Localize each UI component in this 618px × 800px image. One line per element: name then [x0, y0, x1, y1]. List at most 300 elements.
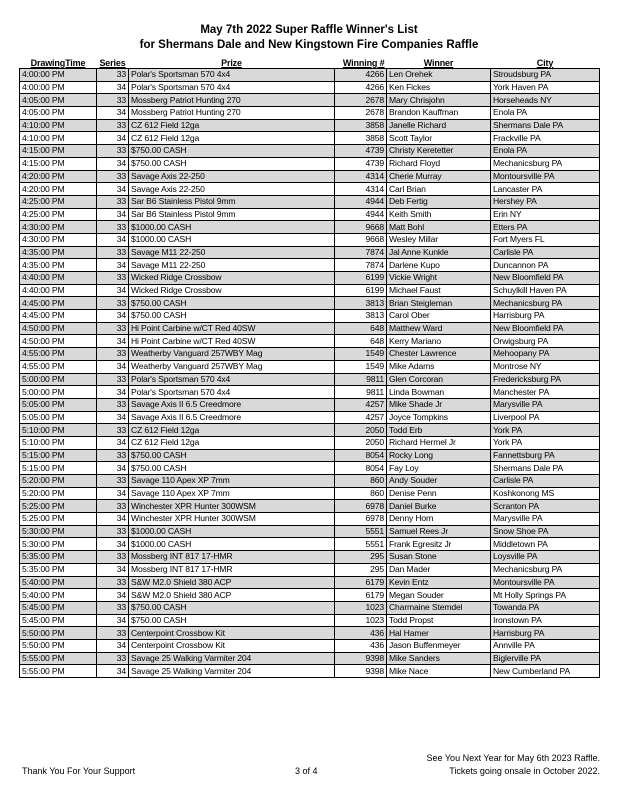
cell-winner: Carol Ober: [387, 310, 491, 323]
cell-series: 34: [97, 183, 129, 196]
cell-series: 33: [97, 322, 129, 335]
cell-city: Fannettsburg PA: [491, 449, 600, 462]
table-row: [20, 322, 600, 335]
cell-winning-number: 9668: [335, 233, 387, 246]
cell-series: 33: [97, 69, 129, 82]
cell-winner: Daniel Burke: [387, 500, 491, 513]
cell-prize: Wicked Ridge Crossbow: [129, 272, 335, 285]
cell-winner: Brian Steigleman: [387, 297, 491, 310]
cell-winning-number: 860: [335, 475, 387, 488]
cell-winning-number: 4944: [335, 195, 387, 208]
cell-winner: Mary Chrisjohn: [387, 94, 491, 107]
table-row: [20, 411, 600, 424]
cell-drawing-time: 4:50:00 PM: [20, 335, 97, 348]
cell-city: Marysville PA: [491, 513, 600, 526]
cell-series: 34: [97, 436, 129, 449]
cell-prize: CZ 612 Field 12ga: [129, 436, 335, 449]
cell-drawing-time: 5:00:00 PM: [20, 386, 97, 399]
cell-series: 33: [97, 297, 129, 310]
cell-city: Biglerville PA: [491, 652, 600, 665]
cell-winning-number: 648: [335, 335, 387, 348]
cell-city: New Cumberland PA: [491, 665, 600, 678]
column-header-winning-number: Winning #: [335, 57, 387, 69]
cell-prize: $750.00 CASH: [129, 462, 335, 475]
cell-winning-number: 9398: [335, 652, 387, 665]
cell-drawing-time: 4:55:00 PM: [20, 348, 97, 361]
cell-winner: Hal Hamer: [387, 627, 491, 640]
table-row: [20, 652, 600, 665]
cell-series: 33: [97, 449, 129, 462]
cell-series: 34: [97, 589, 129, 602]
cell-winner: Mike Adams: [387, 360, 491, 373]
cell-winning-number: 7874: [335, 246, 387, 259]
cell-prize: Savage M11 22-250: [129, 246, 335, 259]
cell-winner: Wesley Millar: [387, 233, 491, 246]
cell-series: 33: [97, 652, 129, 665]
cell-drawing-time: 5:15:00 PM: [20, 462, 97, 475]
cell-series: 33: [97, 373, 129, 386]
cell-winner: Carl Brian: [387, 183, 491, 196]
cell-series: 34: [97, 259, 129, 272]
cell-winning-number: 6199: [335, 284, 387, 297]
table-row: [20, 601, 600, 614]
cell-drawing-time: 4:40:00 PM: [20, 284, 97, 297]
cell-drawing-time: 5:30:00 PM: [20, 525, 97, 538]
cell-city: Scranton PA: [491, 500, 600, 513]
cell-series: 34: [97, 386, 129, 399]
table-row: [20, 424, 600, 437]
cell-winner: Michael Faust: [387, 284, 491, 297]
cell-city: Horseheads NY: [491, 94, 600, 107]
cell-winner: Jal Anne Kunkle: [387, 246, 491, 259]
cell-winning-number: 3813: [335, 297, 387, 310]
cell-series: 33: [97, 119, 129, 132]
cell-city: Orwigsburg PA: [491, 335, 600, 348]
cell-winner: Keith Smith: [387, 208, 491, 221]
table-row: [20, 259, 600, 272]
cell-winning-number: 2050: [335, 436, 387, 449]
cell-city: Montrose NY: [491, 360, 600, 373]
cell-winner: Joyce Tompkins: [387, 411, 491, 424]
cell-winner: Vickie Wright: [387, 272, 491, 285]
cell-prize: $750.00 CASH: [129, 310, 335, 323]
column-header-prize: Prize: [129, 57, 335, 69]
cell-city: Montoursville PA: [491, 576, 600, 589]
table-row: [20, 297, 600, 310]
cell-winner: Fay Loy: [387, 462, 491, 475]
cell-series: 34: [97, 614, 129, 627]
cell-city: Harrisburg PA: [491, 627, 600, 640]
cell-series: 33: [97, 601, 129, 614]
cell-drawing-time: 5:10:00 PM: [20, 424, 97, 437]
cell-prize: S&W M2.0 Shield 380 ACP: [129, 589, 335, 602]
cell-prize: Mossberg Patriot Hunting 270: [129, 107, 335, 120]
cell-drawing-time: 4:25:00 PM: [20, 195, 97, 208]
table-header-row: [20, 57, 600, 69]
cell-series: 33: [97, 145, 129, 158]
cell-prize: Hi Point Carbine w/CT Red 40SW: [129, 335, 335, 348]
cell-prize: $1000.00 CASH: [129, 221, 335, 234]
table-row: [20, 335, 600, 348]
cell-prize: Hi Point Carbine w/CT Red 40SW: [129, 322, 335, 335]
cell-winner: Matt Bohl: [387, 221, 491, 234]
cell-drawing-time: 5:45:00 PM: [20, 614, 97, 627]
cell-drawing-time: 5:15:00 PM: [20, 449, 97, 462]
cell-drawing-time: 4:15:00 PM: [20, 157, 97, 170]
cell-prize: CZ 612 Field 12ga: [129, 132, 335, 145]
cell-city: Marysville PA: [491, 398, 600, 411]
cell-series: 33: [97, 576, 129, 589]
cell-series: 33: [97, 170, 129, 183]
cell-winner: Andy Souder: [387, 475, 491, 488]
cell-winning-number: 3813: [335, 310, 387, 323]
cell-winner: Ken Fickes: [387, 81, 491, 94]
table-row: [20, 436, 600, 449]
cell-winner: Len Orehek: [387, 69, 491, 82]
cell-winning-number: 4739: [335, 145, 387, 158]
cell-prize: Savage Axis 22-250: [129, 183, 335, 196]
cell-city: Mechanicsburg PA: [491, 563, 600, 576]
cell-city: York Haven PA: [491, 81, 600, 94]
cell-series: 34: [97, 81, 129, 94]
cell-winning-number: 8054: [335, 449, 387, 462]
cell-series: 33: [97, 94, 129, 107]
cell-prize: Polar's Sportsman 570 4x4: [129, 373, 335, 386]
cell-winner: Kevin Entz: [387, 576, 491, 589]
cell-winner: Darlene Kupo: [387, 259, 491, 272]
cell-drawing-time: 5:20:00 PM: [20, 487, 97, 500]
cell-winning-number: 5551: [335, 525, 387, 538]
cell-winning-number: 295: [335, 551, 387, 564]
cell-winning-number: 6179: [335, 589, 387, 602]
cell-city: York PA: [491, 424, 600, 437]
cell-drawing-time: 5:50:00 PM: [20, 639, 97, 652]
cell-winner: Samuel Rees Jr: [387, 525, 491, 538]
table-row: [20, 284, 600, 297]
cell-city: Towanda PA: [491, 601, 600, 614]
table-row: [20, 360, 600, 373]
cell-city: Mechanicsburg PA: [491, 157, 600, 170]
cell-city: Frackville PA: [491, 132, 600, 145]
cell-city: Mechanicsburg PA: [491, 297, 600, 310]
table-row: [20, 639, 600, 652]
cell-winning-number: 3858: [335, 132, 387, 145]
cell-drawing-time: 4:45:00 PM: [20, 297, 97, 310]
cell-winner: Frank Egresitz Jr: [387, 538, 491, 551]
cell-winner: Denny Horn: [387, 513, 491, 526]
cell-winner: Todd Erb: [387, 424, 491, 437]
cell-series: 33: [97, 551, 129, 564]
table-row: [20, 183, 600, 196]
table-row: [20, 589, 600, 602]
cell-prize: Mossberg INT 817 17-HMR: [129, 551, 335, 564]
cell-drawing-time: 5:10:00 PM: [20, 436, 97, 449]
cell-prize: Savage Axis II 6.5 Creedmore: [129, 411, 335, 424]
cell-city: Stroudsburg PA: [491, 69, 600, 82]
cell-winning-number: 7874: [335, 259, 387, 272]
cell-winner: Charmaine Stemdel: [387, 601, 491, 614]
cell-prize: Centerpoint Crossbow Kit: [129, 639, 335, 652]
cell-winning-number: 295: [335, 563, 387, 576]
cell-drawing-time: 5:05:00 PM: [20, 398, 97, 411]
column-header-series: Series: [97, 57, 129, 69]
cell-drawing-time: 4:25:00 PM: [20, 208, 97, 221]
cell-prize: Savage 110 Apex XP 7mm: [129, 487, 335, 500]
table-row: [20, 487, 600, 500]
cell-prize: $1000.00 CASH: [129, 233, 335, 246]
page-number: 3 of 4: [295, 766, 318, 776]
table-row: [20, 310, 600, 323]
cell-prize: Polar's Sportsman 570 4x4: [129, 386, 335, 399]
cell-series: 34: [97, 411, 129, 424]
cell-winning-number: 4257: [335, 411, 387, 424]
cell-prize: $750.00 CASH: [129, 601, 335, 614]
cell-prize: Winchester XPR Hunter 300WSM: [129, 513, 335, 526]
table-row: [20, 500, 600, 513]
cell-winner: Richard Floyd: [387, 157, 491, 170]
cell-prize: $750.00 CASH: [129, 297, 335, 310]
cell-series: 34: [97, 233, 129, 246]
table-row: [20, 195, 600, 208]
cell-city: New Bloomfield PA: [491, 272, 600, 285]
cell-city: Middletown PA: [491, 538, 600, 551]
cell-drawing-time: 5:35:00 PM: [20, 563, 97, 576]
cell-city: Etters PA: [491, 221, 600, 234]
table-row: [20, 272, 600, 285]
cell-prize: CZ 612 Field 12ga: [129, 119, 335, 132]
table-row: [20, 551, 600, 564]
cell-series: 33: [97, 195, 129, 208]
cell-drawing-time: 4:55:00 PM: [20, 360, 97, 373]
table-row: [20, 81, 600, 94]
cell-series: 33: [97, 525, 129, 538]
cell-winning-number: 5551: [335, 538, 387, 551]
cell-prize: Wicked Ridge Crossbow: [129, 284, 335, 297]
page-title: May 7th 2022 Super Raffle Winner's List: [200, 24, 418, 36]
cell-winning-number: 436: [335, 627, 387, 640]
cell-series: 33: [97, 627, 129, 640]
cell-winning-number: 9398: [335, 665, 387, 678]
cell-winning-number: 6199: [335, 272, 387, 285]
cell-series: 33: [97, 500, 129, 513]
cell-drawing-time: 4:30:00 PM: [20, 221, 97, 234]
cell-winning-number: 648: [335, 322, 387, 335]
cell-winning-number: 2678: [335, 107, 387, 120]
cell-prize: $750.00 CASH: [129, 449, 335, 462]
cell-prize: Centerpoint Crossbow Kit: [129, 627, 335, 640]
table-row: [20, 94, 600, 107]
cell-winner: Kerry Mariano: [387, 335, 491, 348]
cell-winner: Todd Propst: [387, 614, 491, 627]
cell-winner: Janelle Richard: [387, 119, 491, 132]
cell-prize: $1000.00 CASH: [129, 538, 335, 551]
table-row: [20, 563, 600, 576]
cell-city: Mt Holly Springs PA: [491, 589, 600, 602]
cell-winning-number: 4257: [335, 398, 387, 411]
cell-prize: CZ 612 Field 12ga: [129, 424, 335, 437]
cell-city: New Bloomfield PA: [491, 322, 600, 335]
table-row: [20, 170, 600, 183]
cell-winning-number: 3858: [335, 119, 387, 132]
cell-prize: Savage 25 Walking Varmiter 204: [129, 652, 335, 665]
cell-winning-number: 1549: [335, 360, 387, 373]
table-row: [20, 373, 600, 386]
cell-winning-number: 4266: [335, 81, 387, 94]
cell-winner: Glen Corcoran: [387, 373, 491, 386]
cell-city: Schuylkill Haven PA: [491, 284, 600, 297]
cell-series: 34: [97, 310, 129, 323]
column-header-drawing-time: DrawingTime: [20, 57, 97, 69]
cell-city: Annville PA: [491, 639, 600, 652]
cell-winner: Megan Souder: [387, 589, 491, 602]
cell-winner: Rocky Long: [387, 449, 491, 462]
cell-winner: Christy Keretetter: [387, 145, 491, 158]
table-row: [20, 119, 600, 132]
cell-city: Shermans Dale PA: [491, 119, 600, 132]
cell-drawing-time: 5:40:00 PM: [20, 576, 97, 589]
table-row: [20, 665, 600, 678]
cell-city: Enola PA: [491, 107, 600, 120]
cell-prize: Mossberg Patriot Hunting 270: [129, 94, 335, 107]
cell-drawing-time: 4:00:00 PM: [20, 69, 97, 82]
cell-drawing-time: 5:55:00 PM: [20, 652, 97, 665]
cell-winning-number: 2050: [335, 424, 387, 437]
cell-winner: Richard Hermel Jr: [387, 436, 491, 449]
cell-prize: Weatherby Vanguard 257WBY Mag: [129, 348, 335, 361]
cell-winning-number: 1023: [335, 601, 387, 614]
table-row: [20, 462, 600, 475]
cell-series: 34: [97, 132, 129, 145]
cell-prize: Polar's Sportsman 570 4x4: [129, 69, 335, 82]
cell-series: 34: [97, 538, 129, 551]
cell-drawing-time: 4:45:00 PM: [20, 310, 97, 323]
table-row: [20, 475, 600, 488]
cell-city: Harrisburg PA: [491, 310, 600, 323]
cell-drawing-time: 4:05:00 PM: [20, 94, 97, 107]
cell-winning-number: 4314: [335, 183, 387, 196]
cell-series: 33: [97, 272, 129, 285]
cell-city: York PA: [491, 436, 600, 449]
cell-winning-number: 9668: [335, 221, 387, 234]
cell-winning-number: 6978: [335, 513, 387, 526]
cell-series: 34: [97, 487, 129, 500]
cell-drawing-time: 5:20:00 PM: [20, 475, 97, 488]
cell-winning-number: 2678: [335, 94, 387, 107]
cell-drawing-time: 5:55:00 PM: [20, 665, 97, 678]
cell-winner: Mike Sanders: [387, 652, 491, 665]
cell-winner: Susan Stone: [387, 551, 491, 564]
cell-city: Mehoopany PA: [491, 348, 600, 361]
cell-series: 33: [97, 246, 129, 259]
cell-prize: $750.00 CASH: [129, 145, 335, 158]
cell-winning-number: 4266: [335, 69, 387, 82]
footer-thanks: Thank You For Your Support: [22, 766, 136, 776]
column-header-city: City: [491, 57, 600, 69]
cell-city: Shermans Dale PA: [491, 462, 600, 475]
cell-prize: S&W M2.0 Shield 380 ACP: [129, 576, 335, 589]
cell-drawing-time: 4:00:00 PM: [20, 81, 97, 94]
cell-winner: Dan Mader: [387, 563, 491, 576]
cell-winner: Mike Shade Jr: [387, 398, 491, 411]
cell-prize: $750.00 CASH: [129, 614, 335, 627]
table-row: [20, 513, 600, 526]
cell-winning-number: 4314: [335, 170, 387, 183]
cell-drawing-time: 4:35:00 PM: [20, 246, 97, 259]
cell-winning-number: 6978: [335, 500, 387, 513]
table-row: [20, 386, 600, 399]
cell-city: Fredericksburg PA: [491, 373, 600, 386]
cell-drawing-time: 5:40:00 PM: [20, 589, 97, 602]
cell-series: 34: [97, 284, 129, 297]
cell-city: Liverpool PA: [491, 411, 600, 424]
cell-city: Montoursville PA: [491, 170, 600, 183]
table-row: [20, 145, 600, 158]
cell-city: Koshkonong MS: [491, 487, 600, 500]
table-row: [20, 208, 600, 221]
cell-drawing-time: 4:10:00 PM: [20, 132, 97, 145]
cell-winner: Chester Lawrence: [387, 348, 491, 361]
cell-prize: Weatherby Vanguard 257WBY Mag: [129, 360, 335, 373]
cell-winner: Cherie Murray: [387, 170, 491, 183]
page-subtitle: for Shermans Dale and New Kingstown Fire Companies Raffle: [139, 39, 479, 51]
cell-drawing-time: 4:20:00 PM: [20, 183, 97, 196]
cell-city: Ironstown PA: [491, 614, 600, 627]
cell-series: 34: [97, 462, 129, 475]
cell-city: Carlisle PA: [491, 475, 600, 488]
cell-prize: Sar B6 Stainless Pistol 9mm: [129, 208, 335, 221]
table-row: [20, 348, 600, 361]
cell-winning-number: 4739: [335, 157, 387, 170]
table-row: [20, 398, 600, 411]
cell-drawing-time: 4:35:00 PM: [20, 259, 97, 272]
cell-series: 34: [97, 639, 129, 652]
cell-series: 34: [97, 107, 129, 120]
cell-winner: Matthew Ward: [387, 322, 491, 335]
cell-city: Snow Shoe PA: [491, 525, 600, 538]
cell-winning-number: 4944: [335, 208, 387, 221]
cell-series: 34: [97, 360, 129, 373]
cell-prize: Savage M11 22-250: [129, 259, 335, 272]
table-row: [20, 576, 600, 589]
cell-series: 34: [97, 157, 129, 170]
cell-drawing-time: 4:50:00 PM: [20, 322, 97, 335]
cell-winning-number: 6179: [335, 576, 387, 589]
cell-prize: Polar's Sportsman 570 4x4: [129, 81, 335, 94]
cell-city: Lancaster PA: [491, 183, 600, 196]
cell-prize: Savage Axis II 6.5 Creedmore: [129, 398, 335, 411]
cell-series: 33: [97, 221, 129, 234]
cell-prize: Savage 25 Walking Varmiter 204: [129, 665, 335, 678]
cell-winning-number: 1023: [335, 614, 387, 627]
cell-prize: Savage Axis 22-250: [129, 170, 335, 183]
cell-prize: Sar B6 Stainless Pistol 9mm: [129, 195, 335, 208]
table-row: [20, 246, 600, 259]
cell-drawing-time: 4:15:00 PM: [20, 145, 97, 158]
table-row: [20, 525, 600, 538]
table-row: [20, 538, 600, 551]
cell-drawing-time: 5:25:00 PM: [20, 500, 97, 513]
cell-series: 34: [97, 665, 129, 678]
cell-winner: Scott Taylor: [387, 132, 491, 145]
table-row: [20, 449, 600, 462]
cell-city: Loysville PA: [491, 551, 600, 564]
cell-winning-number: 9811: [335, 386, 387, 399]
cell-city: Manchester PA: [491, 386, 600, 399]
footer-tickets-onsale: Tickets going onsale in October 2022.: [449, 766, 600, 776]
table-row: [20, 107, 600, 120]
winners-table: [19, 57, 600, 678]
cell-winning-number: 8054: [335, 462, 387, 475]
